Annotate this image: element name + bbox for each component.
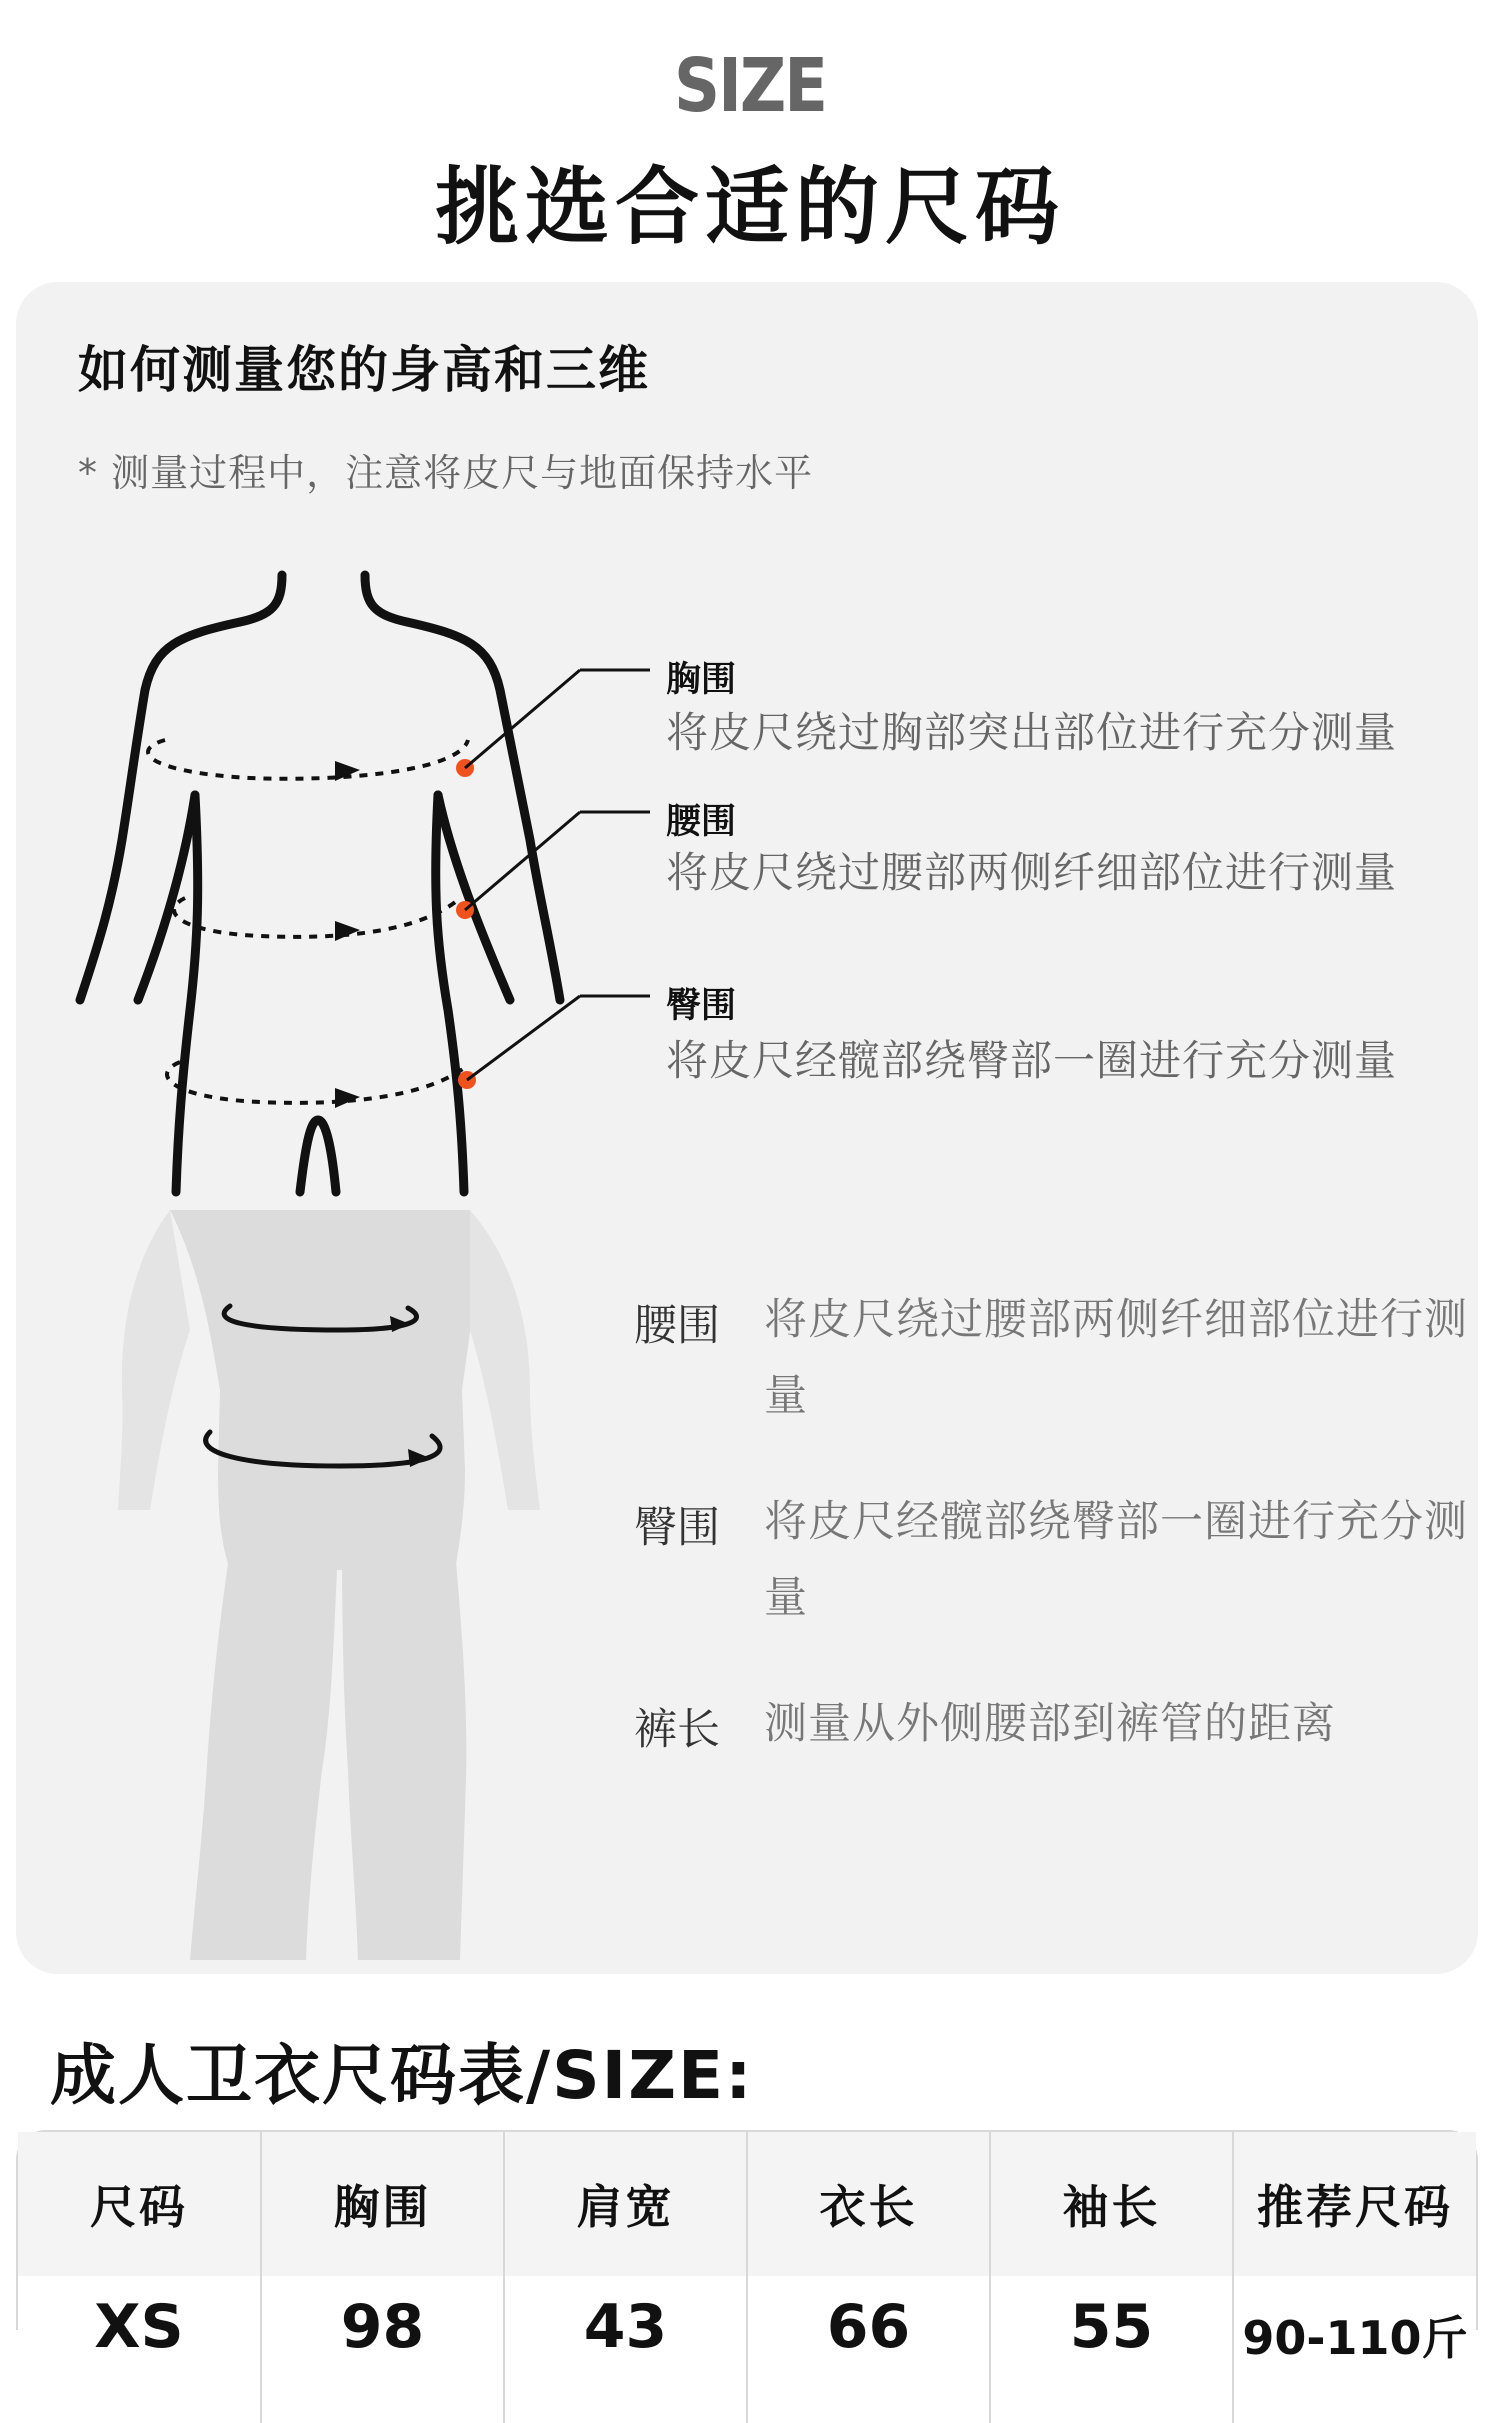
callout-hip-label: 臀围 [666,986,737,1026]
column-header-sleeve: 袖长 [990,2132,1233,2276]
column-header-recommended: 推荐尺码 [1233,2132,1476,2276]
column-header-chest: 胸围 [261,2132,504,2276]
torso-outline-illustration [60,560,580,1200]
column-header-length: 衣长 [747,2132,990,2276]
column-header-size: 尺码 [18,2132,261,2276]
definition-text-waist: 将皮尺绕过腰部两侧纤细部位进行测量 [764,1295,1468,1421]
callout-chest-label: 胸围 [666,660,737,700]
definition-term-length: 裤长 [634,1705,720,1755]
size-label: SIZE [673,44,827,130]
callout-waist-text: 将皮尺绕过腰部两侧纤细部位进行测量 [666,848,1398,897]
measurement-note: * 测量过程中，注意将皮尺与地面保持水平 [78,451,814,495]
definition-term-waist: 腰围 [634,1301,720,1351]
size-table-title: 成人卫衣尺码表/SIZE: [50,2037,754,2114]
callout-waist-label: 腰围 [666,802,737,842]
page-title: 挑选合适的尺码 [434,158,1065,256]
card-title: 如何测量您的身高和三维 [78,341,650,399]
column-header-shoulder: 肩宽 [504,2132,747,2276]
definition-term-hip: 臀围 [634,1503,720,1553]
table-cell: 43 [504,2276,747,2423]
callout-chest-text: 将皮尺绕过胸部突出部位进行充分测量 [666,708,1398,757]
table-row [18,2276,1476,2423]
table-cell: 90-110斤 [1233,2276,1476,2423]
definition-text-hip: 将皮尺经髋部绕臀部一圈进行充分测量 [764,1497,1468,1623]
table-cell: 98 [261,2276,504,2423]
definition-text-length: 测量从外侧腰部到裤管的距离 [764,1699,1336,1749]
body-silhouette-illustration [110,1210,570,1970]
size-table [16,2130,1478,2365]
table-cell: 66 [747,2276,990,2423]
table-header-row [18,2132,1476,2276]
callout-leader-lines [580,660,680,1060]
table-cell: 55 [990,2276,1233,2423]
table-cell: XS [18,2276,261,2423]
callout-hip-text: 将皮尺经髋部绕臀部一圈进行充分测量 [666,1036,1398,1085]
